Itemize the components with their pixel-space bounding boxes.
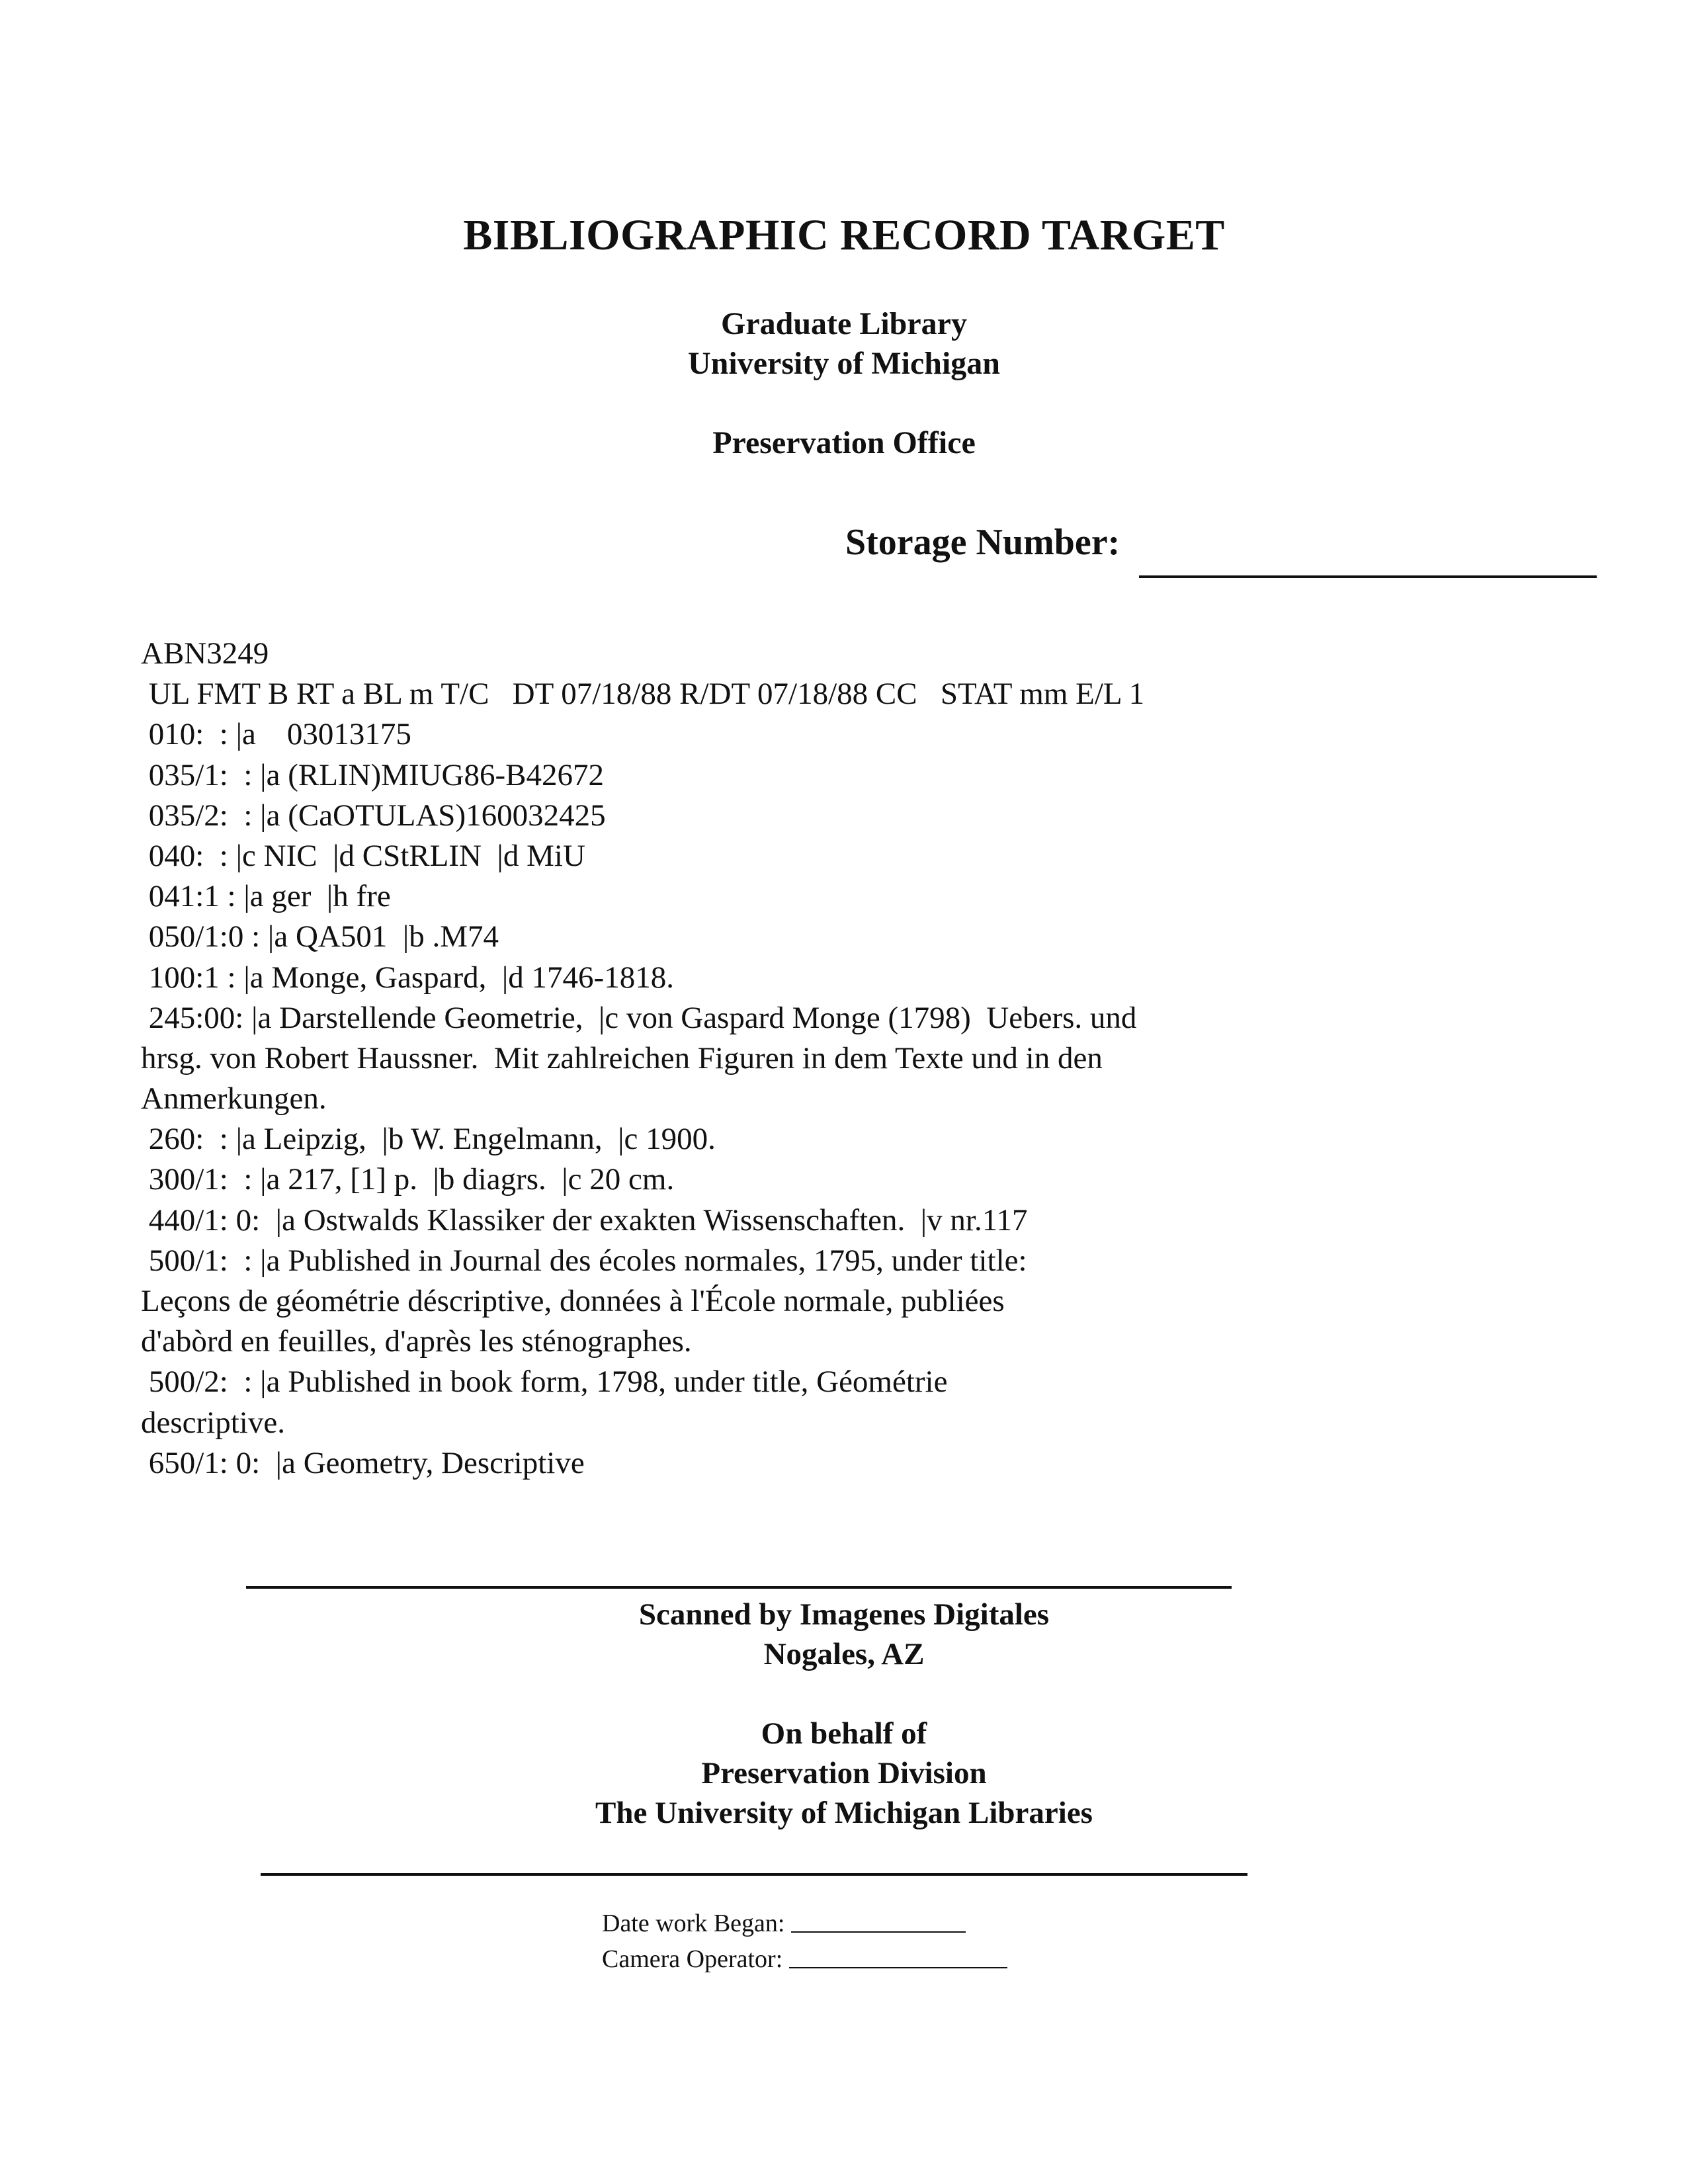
record-line: 035/2: : |a (CaOTULAS)160032425 bbox=[141, 798, 606, 833]
record-line: UL FMT B RT a BL m T/C DT 07/18/88 R/DT 07/18/88 CC STAT mm E/L 1 bbox=[141, 677, 1145, 712]
record-line: 050/1:0 : |a QA501 |b .M74 bbox=[141, 919, 499, 954]
record-line: 035/1: : |a (RLIN)MIUG86-B42672 bbox=[141, 757, 604, 792]
bibliographic-record bbox=[141, 634, 1596, 1484]
date-work-began-row bbox=[602, 1909, 966, 1938]
page-title: BIBLIOGRAPHIC RECORD TARGET bbox=[463, 211, 1225, 259]
record-line: 041:1 : |a ger |h fre bbox=[141, 879, 391, 914]
record-line: 010: : |a 03013175 bbox=[141, 717, 411, 752]
storage-number-blank-line bbox=[1139, 575, 1597, 578]
office-name: Preservation Office bbox=[712, 425, 976, 460]
record-line: 245:00: |a Darstellende Geometrie, |c von Gaspard Monge (1798) Uebers. und bbox=[141, 1000, 1137, 1035]
record-line: Anmerkungen. bbox=[141, 1081, 327, 1116]
record-line: 500/2: : |a Published in book form, 1798, under title, Géométrie bbox=[141, 1365, 948, 1400]
library-name: Graduate Library bbox=[721, 306, 967, 341]
date-work-began-label: Date work Began: bbox=[602, 1910, 785, 1937]
record-line: 500/1: : |a Published in Journal des écoles normales, 1795, under title: bbox=[141, 1243, 1027, 1278]
camera-operator-blank bbox=[789, 1967, 1007, 1968]
record-line: 300/1: : |a 217, [1] p. |b diagrs. |c 20 cm. bbox=[141, 1162, 675, 1197]
divider-top bbox=[246, 1586, 1232, 1589]
date-work-began-blank bbox=[791, 1931, 966, 1933]
record-line: 440/1: 0: |a Ostwalds Klassiker der exakten Wissenschaften. |v nr.117 bbox=[141, 1202, 1028, 1238]
storage-number-label: Storage Number: bbox=[845, 522, 1120, 563]
camera-operator-label: Camera Operator: bbox=[602, 1945, 783, 1973]
university-name: University of Michigan bbox=[688, 346, 1000, 381]
record-line: hrsg. von Robert Haussner. Mit zahlreichen Figuren in dem Texte und in den bbox=[141, 1040, 1103, 1075]
record-line: d'abòrd en feuilles, d'après les sténographes. bbox=[141, 1324, 692, 1359]
scanned-by: Scanned by Imagenes Digitales bbox=[638, 1597, 1050, 1632]
scanner-location: Nogales, AZ bbox=[763, 1637, 925, 1671]
record-line: Leçons de géométrie déscriptive, données à l'École normale, publiées bbox=[141, 1284, 1005, 1318]
record-line: 650/1: 0: |a Geometry, Descriptive bbox=[141, 1445, 585, 1480]
record-line: ABN3249 bbox=[141, 636, 269, 671]
record-line: 100:1 : |a Monge, Gaspard, |d 1746-1818. bbox=[141, 960, 674, 995]
university-libraries: The University of Michigan Libraries bbox=[595, 1796, 1093, 1830]
record-line: 260: : |a Leipzig, |b W. Engelmann, |c 1900. bbox=[141, 1122, 716, 1157]
record-line: 040: : |c NIC |d CStRLIN |d MiU bbox=[141, 838, 585, 873]
on-behalf-of: On behalf of bbox=[761, 1716, 927, 1751]
record-line: descriptive. bbox=[141, 1405, 285, 1440]
divider-bottom bbox=[261, 1873, 1247, 1876]
camera-operator-row bbox=[602, 1945, 1007, 1974]
preservation-division: Preservation Division bbox=[701, 1756, 987, 1790]
